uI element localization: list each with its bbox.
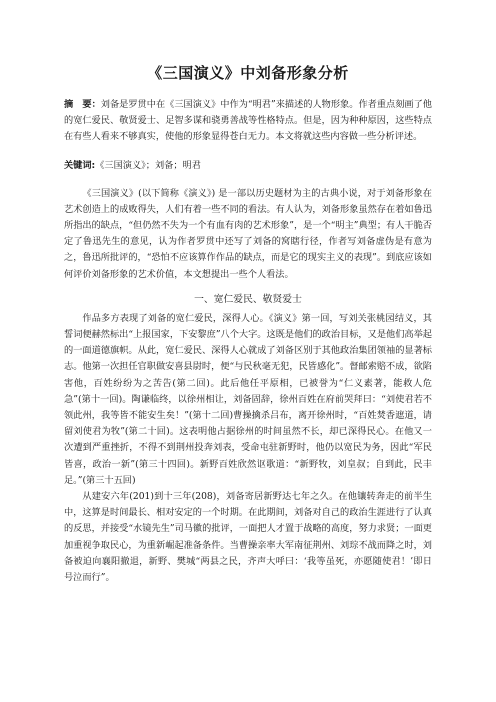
document-title: 《三国演义》中刘备形象分析	[147, 64, 349, 82]
keywords	[64, 158, 432, 174]
abstract	[64, 97, 432, 146]
intro-paragraph: 《三国演义》(以下简称《演义》) 是一部以历史题材为主的古典小说，对于刘备形象在艺术创造上的成败得失，人们有着一些不同的看法。有人认为，刘备形象虽然存在着如鲁迅所指出的缺点，“但仍然不失为一个有血有肉的艺术形象”，是一个“明主”典型；有人干脆否定了鲁迅先生的意见，认为作者罗贯中还写了刘备的窝瞎行径，作者写刘备虚伪是有意为之，鲁迅所批评的，“恐怕不应该算作作品的缺点，而是它的现实主义的表现”。到底应该如何评价刘备形象的艺术价值，本文想提出一些个人看法。	[64, 187, 432, 280]
section-heading-1: 一、宽仁爱民、敬贤爱士	[194, 293, 302, 305]
keywords-label: 关键词:	[64, 159, 96, 171]
section1-paragraph-1: 作品多方表现了刘备的宽仁爱民，深得人心。《演义》第一回，写刘关张桃园结义，其誓词便赫然标出“上报国家，下安黎庶”八个大字。这既是他们的政治目标，又是他们高举起的一面道德旗帜。从此，宽仁爱民、深得人心就成了刘备区别于其他政治集团领袖的显著标志。他第一次担任官职做安喜县尉时，便“与民秋毫无犯，民皆感化”。督邮索赔不成，欲陷害他，百姓纷纷为之苦告(第二回)。此后他任平原相，已被誉为“仁义素著，能救人危急”(第十一回)。陶谦临终，以徐州相让，刘备固辞，徐州百姓在府前哭拜曰：“刘使君若不领此州，我等皆不能安生矣！”(第十二回)曹操擒杀吕布，离开徐州时，“百姓焚香遮道，请留刘使君为牧”(第二十回)。这表明他占据徐州的时间虽然不长，却已深得民心。在他又一次遭到严重挫折，不得不到荆州投奔刘表，受命屯驻新野时，他仍以宽民为务，因此“军民皆喜，政治一新”(第三十四回)。新野百姓欣然讴歌道：“新野牧，刘皇叔；自到此，民丰足。”(第三十五回)	[64, 312, 432, 486]
keywords-text: 《三国演义》；刘备；明君	[95, 159, 201, 171]
abstract-label: 摘 要：	[64, 99, 101, 110]
abstract-text: 刘备是罗贯中在《三国演义》中作为“明君”来描述的人物形象。作者重点刻画了他的宽仁爱民、敬贤爱士、足智多谋和骁勇善战等性格特点。但是，因为种种原因，这些特点在有些人看来不够真实，使他的形象显得苍白无力。本文将就这些内容做一些分析评述。	[64, 99, 432, 143]
section1-paragraph-2: 从建安六年(201)到十三年(208)，刘备寄居新野达七年之久。在他镶转奔走的前半生中，这算是时间最长、相对安定的一个时期。在此期间，刘备对自己的政治生涯进行了认真的反思，并接受“水镜先生”司马徽的批评，一面把人才置于战略的高度，努力求贤；一面更加重视争取民心，为重新崛起准备条件。当曹操亲率大军南征荆州、刘琮不战而降之时，刘备被迫向襄阳撤退，新野、樊城“两县之民，齐声大呼曰：‘我等虽死，亦愿随使君！’即日号泣而行”。	[64, 491, 432, 584]
